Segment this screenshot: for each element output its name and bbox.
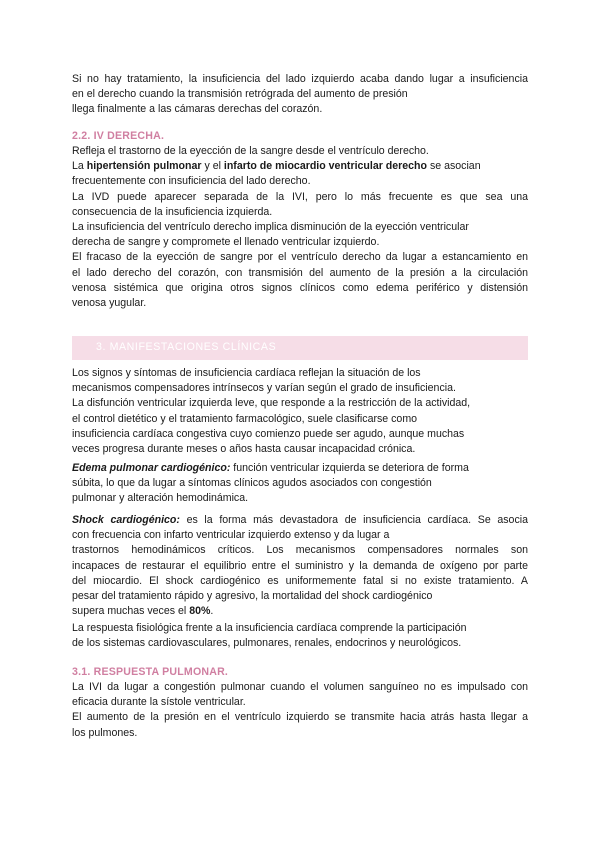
text-line: Si no hay tratamiento, la insuficiencia del lado izquierdo acaba dando lugar a insuficiencia: [72, 73, 528, 85]
text-line: pesar del tratamiento rápido y agresivo, la mortalidad del shock cardiogénico: [72, 590, 433, 603]
intro-paragraph: [72, 72, 528, 118]
text-line: de los sistemas cardiovasculares, pulmonares, renales, endocrinos y neurológicos.: [72, 637, 462, 650]
edema-paragraph: [72, 461, 528, 507]
text-line: veces progresa durante meses o años hasta causar incapacidad crónica.: [72, 443, 416, 456]
section-banner-3: [72, 336, 528, 360]
text-line: Edema pulmonar cardiogénico: función ventricular izquierda se deteriora de forma: [72, 462, 469, 474]
bold-italic-term: Shock cardiogénico:: [72, 514, 180, 526]
text-line: La IVD puede aparecer separada de la IVI, pero lo más frecuente es que sea una: [72, 190, 528, 203]
text-line: supera muchas veces el 80%.: [72, 605, 214, 618]
text-line: en el derecho cuando la transmisión retrógrada del aumento de presión: [72, 88, 408, 101]
text-line: trastornos hemodinámicos críticos. Los mecanismos compensadores normales son: [72, 544, 528, 557]
text-line: consecuencia de la insuficiencia izquierda.: [72, 205, 273, 218]
text-line: eficacia durante la sístole ventricular.: [72, 696, 246, 709]
text-line: La disfunción ventricular izquierda leve, que responde a la restricción de la actividad,: [72, 397, 471, 410]
section-heading-3-1: 3.1. RESPUESTA PULMONAR.: [72, 666, 229, 678]
text-line: con frecuencia con infarto ventricular izquierdo extenso y da lugar a: [72, 529, 390, 542]
text-line: La IVI da lugar a congestión pulmonar cuando el volumen sanguíneo no es impulsado con: [72, 681, 528, 693]
text-line: llega finalmente a las cámaras derechas del corazón.: [72, 103, 323, 116]
section-heading-3: 3. MANIFESTACIONES CLÍNICAS: [96, 341, 277, 353]
shock-paragraph: [72, 513, 528, 619]
text-line: mecanismos compensadores intrínsecos y varían según el grado de insuficiencia.: [72, 382, 456, 395]
bold-term: hipertensión pulmonar: [86, 160, 202, 173]
text-line: Los signos y síntomas de insuficiencia cardíaca reflejan la situación de los: [72, 367, 421, 379]
text-line: El fracaso de la eyección de sangre por el ventrículo derecho da lugar a estancamiento en: [72, 251, 528, 264]
text-line: el lado derecho del corazón, con transmisión del aumento de la presión a la circulación: [72, 266, 528, 279]
respuesta-pulmonar-paragraph: [72, 680, 528, 741]
bold-term: infarto de miocardio ventricular derecho: [223, 160, 427, 173]
bold-italic-term: Edema pulmonar cardiogénico:: [72, 462, 231, 474]
text-line: La respuesta fisiológica frente a la insuficiencia cardíaca comprende la participación: [72, 622, 467, 634]
text-line: Refleja el trastorno de la eyección de la sangre desde el ventrículo derecho.: [72, 145, 429, 157]
respuesta-paragraph: [72, 621, 528, 651]
text-line: del miocardio. El shock cardiogénico es uniformemente fatal si no existe tratamiento. A: [72, 574, 528, 587]
text-line: La hipertensión pulmonar y el infarto de miocardio ventricular derecho se asocian: [72, 160, 481, 173]
text-line: derecha de sangre y compromete el llenado ventricular izquierdo.: [72, 236, 380, 249]
text-line: pulmonar y alteración hemodinámica.: [72, 492, 249, 505]
text-line: el control dietético y el tratamiento farmacológico, suele clasificarse como: [72, 412, 418, 425]
text-line: insuficiencia cardíaca congestiva cuyo comienzo puede ser agudo, aunque muchas: [72, 427, 465, 440]
text-line: La insuficiencia del ventrículo derecho implica disminución de la eyección ventricular: [72, 221, 469, 234]
text-line: frecuentemente con insuficiencia del lado derecho.: [72, 175, 311, 188]
text-line: súbita, lo que da lugar a síntomas clínicos agudos asociados con congestión: [72, 477, 432, 490]
text-line: Shock cardiogénico: es la forma más devastadora de insuficiencia cardíaca. Se asocia: [72, 514, 528, 526]
text-line: incapaces de restaurar el equilibrio entre el suministro y la demanda de oxígeno por parte: [72, 559, 528, 572]
section-heading-2-2: 2.2. IV DERECHA.: [72, 130, 165, 142]
text-line: El aumento de la presión en el ventrículo izquierdo se transmite hacia atrás hasta llegar a: [72, 711, 528, 724]
signos-paragraph: [72, 366, 528, 457]
text-line: venosa yugular.: [72, 297, 147, 310]
text-line: los pulmones.: [72, 726, 138, 739]
iv-derecha-paragraph: [72, 144, 528, 311]
bold-percent: 80%: [189, 605, 211, 618]
text-line: venosa sistémica que origina otros signos clínicos como edema periférico y distensión: [72, 281, 528, 294]
